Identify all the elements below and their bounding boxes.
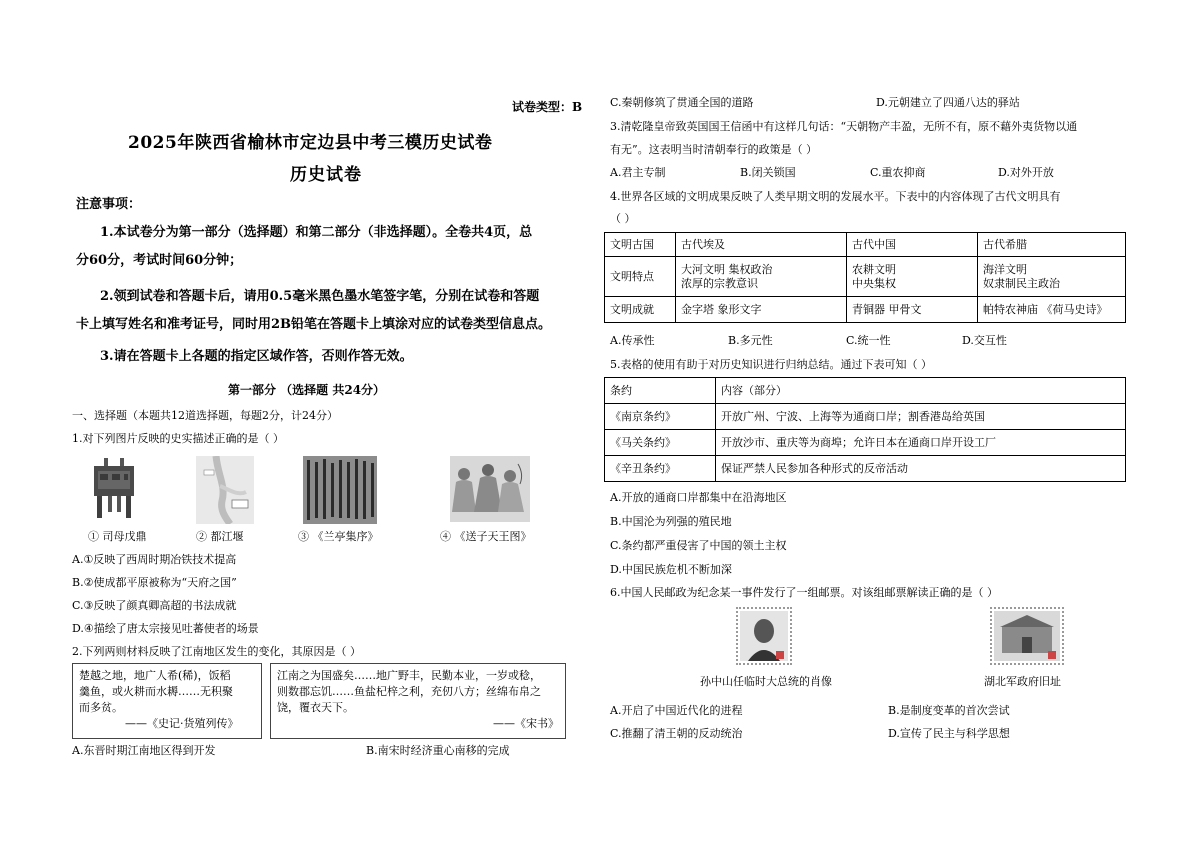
q1-option-a[interactable]: A.①反映了西周时期冶铁技术提高 (72, 553, 237, 566)
table-row (605, 456, 1126, 482)
table-cell: 青铜器 甲骨文 (847, 297, 978, 323)
table-cell: 文明特点 (605, 257, 676, 297)
hubei-government-stamp-image (990, 607, 1064, 665)
page-title: 2025年陕西省榆林市定边县中考三模历史试卷 (128, 133, 493, 153)
table-header: 条约 (605, 378, 716, 404)
table-cell: 开放沙市、重庆等为商埠；允许日本在通商口岸开设工厂 (716, 430, 1126, 456)
q6-option-b[interactable]: B.是制度变革的首次尝试 (888, 704, 1010, 717)
q5-stem: 5.表格的使用有助于对历史知识进行归纳总结。通过下表可知（ ） (610, 358, 932, 371)
section-heading: 一、选择题（本题共12道选择题，每题2分，计24分） (72, 409, 338, 422)
q6-option-a[interactable]: A.开启了中国近代化的进程 (610, 704, 743, 717)
q3-option-c[interactable]: C.重农抑商 (870, 166, 926, 179)
q5-option-c[interactable]: C.条约都严重侵害了中国的领土主权 (610, 539, 787, 552)
q5-option-d[interactable]: D.中国民族危机不断加深 (610, 563, 732, 576)
note-line: 分60分，考试时间60分钟； (76, 253, 243, 268)
q3-option-d[interactable]: D.对外开放 (998, 166, 1054, 179)
table-cell: 农耕文明 中央集权 (847, 257, 978, 297)
table-cell: 海洋文明 奴隶制民主政治 (978, 257, 1126, 297)
q4-option-c[interactable]: C.统一性 (846, 334, 891, 347)
table-row (605, 257, 1126, 297)
note-line: 1.本试卷分为第一部分（选择题）和第二部分（非选择题）。全卷共4页，总 (100, 225, 533, 240)
q1-option-c[interactable]: C.③反映了颜真卿高超的书法成就 (72, 599, 237, 612)
page-subtitle: 历史试卷 (290, 165, 362, 185)
table-header: 内容（部分） (716, 378, 1126, 404)
q4-option-b[interactable]: B.多元性 (728, 334, 773, 347)
q1-option-d[interactable]: D.④描绘了唐太宗接见吐蕃使者的场景 (72, 622, 259, 635)
table-cell: 《辛丑条约》 (605, 456, 716, 482)
q2-option-d[interactable]: D.元朝建立了四通八达的驿站 (876, 96, 1020, 109)
table-cell: 大河文明 集权政治 浓厚的宗教意识 (676, 257, 847, 297)
q3-option-b[interactable]: B.闭关锁国 (740, 166, 796, 179)
notes-heading: 注意事项： (76, 197, 142, 212)
table-header: 文明古国 (605, 233, 676, 257)
q6-caption-left: 孙中山任临时大总统的肖像 (700, 675, 832, 688)
dujiangyan-map-image (196, 456, 254, 524)
note-line: 2.领到试卷和答题卡后，请用0.5毫米黑色墨水笔签字笔，分别在试卷和答题 (100, 289, 540, 304)
material-line: 羹鱼，或火耕而水耨……无积聚 (79, 685, 233, 698)
q6-option-c[interactable]: C.推翻了清王朝的反动统治 (610, 727, 743, 740)
paper-type: 试卷类型：B (512, 100, 583, 114)
material-source: ——《宋书》 (493, 717, 559, 730)
table-cell: 《南京条约》 (605, 404, 716, 430)
q6-caption-right: 湖北军政府旧址 (984, 675, 1061, 688)
q4-stem: （ ） (610, 212, 636, 225)
table-header: 古代中国 (847, 233, 978, 257)
table-row (605, 297, 1126, 323)
q3-stem: 有无”。这表明当时清朝奉行的政策是（ ） (610, 143, 818, 156)
q1-caption: ④ 《送子天王图》 (440, 530, 532, 543)
q1-stem: 1.对下列图片反映的史实描述正确的是（ ） (72, 432, 284, 445)
simuwu-ding-image (90, 458, 138, 520)
table-header: 古代希腊 (978, 233, 1126, 257)
q5-option-b[interactable]: B.中国沦为列强的殖民地 (610, 515, 732, 528)
q4-stem: 4.世界各区域的文明成果反映了人类早期文明的发展水平。下表中的内容体现了古代文明具有 (610, 190, 1061, 203)
material-line: 而多贫。 (79, 701, 123, 714)
material-line: 饶，覆衣天下。 (277, 701, 354, 714)
note-line: 3.请在答题卡上各题的指定区域作答，否则作答无效。 (100, 349, 413, 364)
q2-option-c[interactable]: C.秦朝修筑了贯通全国的道路 (610, 96, 754, 109)
q6-stem: 6.中国人民邮政为纪念某一事件发行了一组邮票。对该组邮票解读正确的是（ ） (610, 586, 998, 599)
q3-option-a[interactable]: A.君主专制 (610, 166, 666, 179)
material-line: 则数郡忘饥……鱼盐杞梓之利，充仞八方；丝绵布帛之 (277, 685, 541, 698)
table-cell: 保证严禁人民参加各种形式的反帝活动 (716, 456, 1126, 482)
material-line: 江南之为国盛矣……地广野丰，民勤本业，一岁或稔， (277, 669, 541, 682)
q1-caption: ① 司母戊鼎 (88, 530, 147, 543)
sun-yatsen-stamp-image (736, 607, 792, 665)
q2-material-box-1 (72, 663, 262, 739)
table-header: 古代埃及 (676, 233, 847, 257)
songzi-tianwang-painting-image (450, 456, 530, 522)
table-cell: 帕特农神庙 《荷马史诗》 (978, 297, 1126, 323)
q4-option-a[interactable]: A.传承性 (610, 334, 655, 347)
table-cell: 开放广州、宁波、上海等为通商口岸；割香港岛给英国 (716, 404, 1126, 430)
note-line: 卡上填写姓名和准考证号，同时用2B铅笔在答题卡上填涂对应的试卷类型信息点。 (76, 317, 552, 332)
material-line: 楚越之地，地广人希(稀)，饭稻 (79, 669, 231, 682)
lantingxu-calligraphy-image (303, 456, 377, 524)
q6-option-d[interactable]: D.宣传了民主与科学思想 (888, 727, 1010, 740)
table-cell: 金字塔 象形文字 (676, 297, 847, 323)
q5-option-a[interactable]: A.开放的通商口岸都集中在沿海地区 (610, 491, 787, 504)
q4-table (604, 232, 1126, 323)
part1-heading: 第一部分 （选择题 共24分） (228, 383, 386, 397)
table-row (605, 430, 1126, 456)
material-source: ——《史记·货殖列传》 (125, 717, 239, 730)
q4-option-d[interactable]: D.交互性 (962, 334, 1007, 347)
table-cell: 《马关条约》 (605, 430, 716, 456)
q1-caption: ② 都江堰 (196, 530, 244, 543)
q1-caption: ③ 《兰亭集序》 (298, 530, 379, 543)
q2-material-box-2 (270, 663, 566, 739)
q2-option-a[interactable]: A.东晋时期江南地区得到开发 (72, 744, 216, 757)
q2-option-b[interactable]: B.南宋时经济重心南移的完成 (366, 744, 510, 757)
table-cell: 文明成就 (605, 297, 676, 323)
q1-option-b[interactable]: B.②使成都平原被称为“天府之国” (72, 576, 237, 589)
q2-stem: 2.下列两则材料反映了江南地区发生的变化，其原因是（ ） (72, 645, 361, 658)
q3-stem: 3.清乾隆皇帝致英国国王信函中有这样几句话：“天朝物产丰盈，无所不有，原不藉外夷货物以通 (610, 120, 1078, 133)
q5-table (604, 377, 1126, 482)
table-row (605, 404, 1126, 430)
